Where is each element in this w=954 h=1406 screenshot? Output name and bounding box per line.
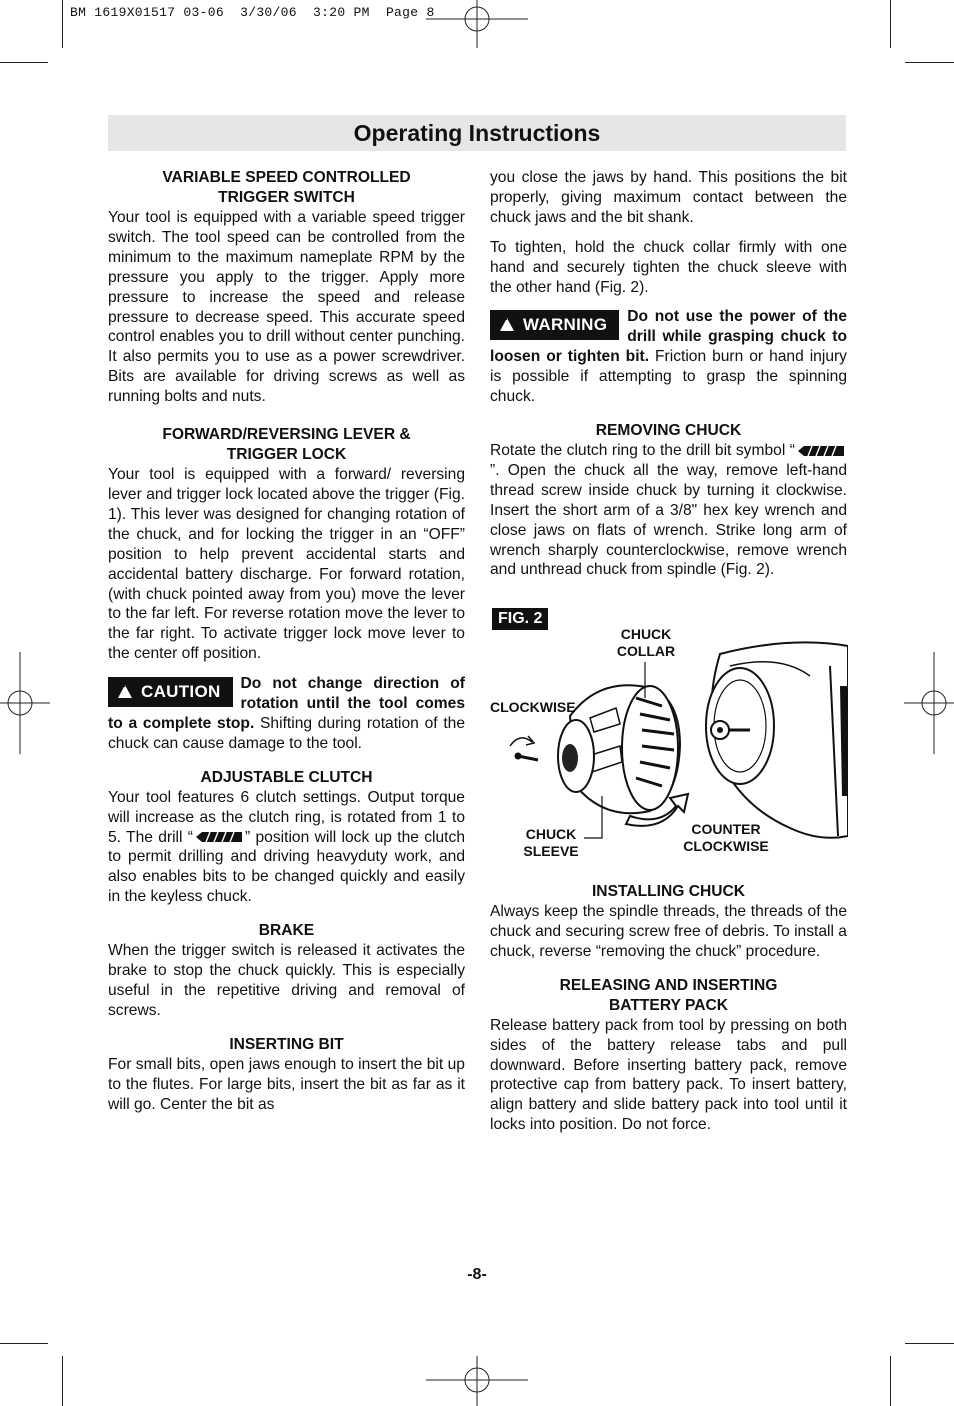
crop-mark xyxy=(890,0,891,48)
section-heading: ADJUSTABLE CLUTCH xyxy=(200,768,373,786)
crop-mark xyxy=(905,1343,954,1344)
section-heading: REMOVING CHUCK xyxy=(595,421,742,439)
crop-mark xyxy=(0,1343,48,1344)
warning-bold: Do not use the power of the drill while grasping chuck to loosen or tighten bit. xyxy=(490,308,847,366)
crop-mark xyxy=(0,62,48,63)
section-body: Rotate the clutch ring to the drill bit symbol “”. Open the chuck all the way, remove left-hand thread screw inside chuck by turning it clockwise. Insert the short arm of a 3/8" hex key wrench and close jaws on flats of wrench. Strike long arm of wrench sharply counterclockwise, remove wrench and unthread chuck from spindle (Fig. 2). xyxy=(490,441,847,579)
section-heading: RELEASING AND INSERTING xyxy=(559,976,778,994)
caution-badge: ! CAUTION xyxy=(108,677,233,707)
section-heading: TRIGGER SWITCH xyxy=(218,189,355,206)
registration-mark-right xyxy=(904,652,954,754)
section-body: Always keep the spindle threads, the threads of the chuck and securing screw free of debris. To install a chuck, reverse “removing the chuck” procedure. xyxy=(490,903,847,960)
clockwise-label: CLOCKWISE xyxy=(490,699,576,715)
section-body: Release battery pack from tool by pressing on both sides of the battery release tabs and pull downward. Before inserting battery pack, remove protective cap from battery pack. To insert battery, align battery and slide battery pack into tool until it locks into position. Do not force. xyxy=(490,1016,847,1134)
section-heading: BRAKE xyxy=(258,922,315,940)
section-heading: TRIGGER LOCK xyxy=(226,446,347,464)
section-body: When the trigger switch is released it activates the brake to stop the chuck quickly. This is especially useful in the repetitive driving and removal of screws. xyxy=(108,942,465,1019)
section-body: Your tool features 6 clutch settings. Output torque will increase as the clutch ring, is rotated from 1 to 5. The drill “ ” position will lock up the clutch to permit drilling and driving heavyduty work, and also enables bits to be changed quickly and easily in the keyless chuck. xyxy=(108,788,465,906)
title-bar xyxy=(108,115,846,151)
section-body: For small bits, open jaws enough to insert the bit up to the flutes. For large bits, insert the bit as far as it will go. Center the bit as xyxy=(108,1055,465,1113)
crop-mark xyxy=(905,62,954,63)
drill-bit-symbol-icon xyxy=(798,446,844,456)
section-body: you close the jaws by hand. This positions the bit properly, giving maximum contact between the chuck jaws and the bit shank. xyxy=(490,169,847,226)
chuck-collar-label: CHUCK COLLAR xyxy=(616,626,676,659)
drill-bit-symbol-icon xyxy=(196,832,242,842)
print-slug: BM 1619X01517 03-06 3/30/06 3:20 PM Page 8 xyxy=(70,5,435,20)
section-body: Your tool is equipped with a forward/ reversing lever and trigger lock located above the trigger (Fig. 1). This lever was designed for changing rotation of the chuck, and for locking the trigger in an “OFF” position to help prevent accidental starts and accidental battery discharge. For forward rotation, (with chuck pointed away from you) move the lever to the far left. For reverse rotation move the lever to the far right. To activate trigger lock move lever to the center off position. xyxy=(108,466,465,663)
figure-2 xyxy=(490,606,848,868)
registration-mark-top xyxy=(426,0,528,48)
section-heading: INSTALLING CHUCK xyxy=(591,883,746,900)
figure-label: FIG. 2 xyxy=(492,608,548,630)
counter-clockwise-label: COUNTER CLOCKWISE xyxy=(683,821,769,854)
page-title: Operating Instructions xyxy=(353,120,601,146)
chuck-sleeve-label: CHUCK SLEEVE xyxy=(523,826,579,859)
crop-mark xyxy=(890,1356,891,1406)
registration-mark-left xyxy=(0,652,50,754)
crop-mark xyxy=(62,1356,63,1406)
caution-notice xyxy=(108,674,465,754)
section-heading: BATTERY PACK xyxy=(609,996,728,1014)
registration-mark-bottom xyxy=(426,1356,528,1406)
left-column xyxy=(108,168,465,1125)
crop-mark xyxy=(62,0,63,48)
section-heading: FORWARD/REVERSING LEVER & xyxy=(162,426,411,444)
caution-bold: Do not change direction of rotation until the tool comes to a complete stop. xyxy=(108,675,465,732)
right-column-bottom xyxy=(490,882,847,1145)
section-body: Your tool is equipped with a variable speed trigger switch. The tool speed can be controlled from the minimum to the maximum nameplate RPM by the pressure you apply to the trigger. Apply more pressure to increase the speed and release pressure to decrease speed. This accurate speed control enables you to drill without center punching. It also permits you to use as a power screwdriver. Bits are available for driving screws as well as running bolts and nuts. xyxy=(108,209,465,406)
warning-badge: ! WARNING xyxy=(490,310,619,340)
caution-text: Shifting during rotation of the chuck can cause damage to the tool. xyxy=(108,714,465,752)
page-number: -8- xyxy=(467,1266,487,1283)
right-column-top xyxy=(490,168,847,590)
warning-notice xyxy=(490,307,847,407)
section-body: To tighten, hold the chuck collar firmly with one hand and securely tighten the chuck sleeve with the other hand (Fig. 2). xyxy=(490,238,847,296)
warning-text: Friction burn or hand injury is possible if attempting to grasp the spinning chuck. xyxy=(490,348,847,406)
section-heading: VARIABLE SPEED CONTROLLED xyxy=(162,169,411,186)
section-heading: INSERTING BIT xyxy=(229,1035,344,1053)
